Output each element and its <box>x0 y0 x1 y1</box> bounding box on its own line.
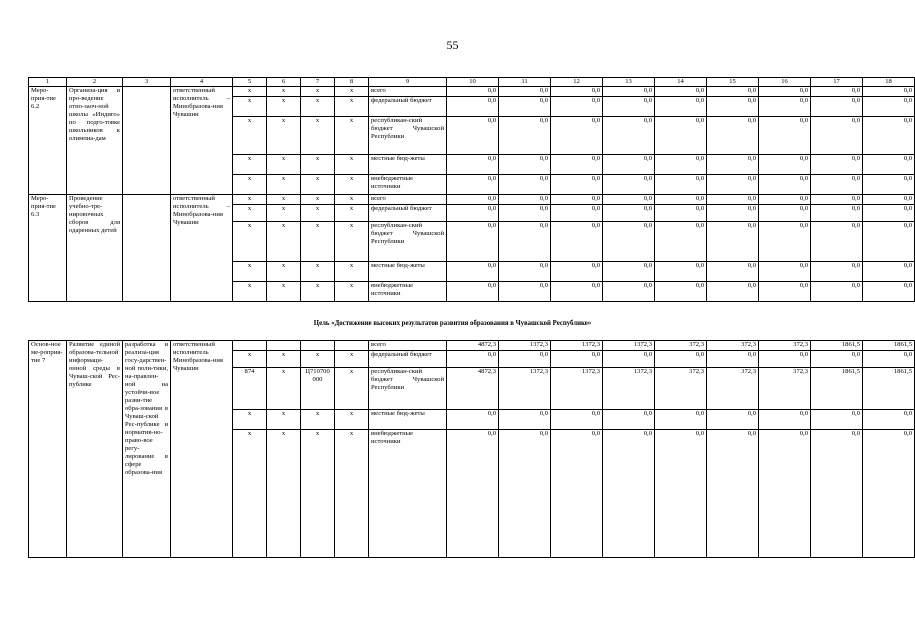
amount-cell: 0,0 <box>499 205 551 222</box>
amount-cell: 0,0 <box>499 195 551 205</box>
budget-code-cell: x <box>301 195 335 205</box>
amount-cell: 0,0 <box>447 430 499 558</box>
executor-cell: ответственный исполнитель – Минобразова-ния Чувашии <box>171 87 233 195</box>
budget-code-cell: x <box>267 282 301 302</box>
amount-cell: 0,0 <box>551 87 603 97</box>
amount-cell: 0,0 <box>707 117 759 155</box>
amount-cell: 0,0 <box>655 155 707 175</box>
amount-cell: 0,0 <box>811 262 863 282</box>
header-cell: 13 <box>603 78 655 87</box>
amount-cell: 0,0 <box>811 97 863 117</box>
budget-code-cell <box>233 341 267 351</box>
amount-cell: 0,0 <box>811 195 863 205</box>
header-cell: 6 <box>267 78 301 87</box>
amount-cell: 0,0 <box>499 262 551 282</box>
amount-cell: 0,0 <box>603 430 655 558</box>
amount-cell: 0,0 <box>707 410 759 430</box>
amount-cell: 1372,3 <box>499 368 551 410</box>
amount-cell: 0,0 <box>863 351 915 368</box>
amount-cell: 372,3 <box>707 368 759 410</box>
event-goal-cell: разработка и реализа-ция госу-дарствен-ной поли-тики, на-правлен-ной на устойчи-вое разви-тие обра-зования в Чуваш-ской Рес-публике и норматив-но-право-вое регу-лирование в сфере образова-ния <box>123 341 171 558</box>
amount-cell: 0,0 <box>447 205 499 222</box>
amount-cell: 4872,3 <box>447 341 499 351</box>
funding-source-cell: федеральный бюджет <box>369 205 447 222</box>
budget-code-cell: x <box>233 351 267 368</box>
budget-code-cell: x <box>335 430 369 558</box>
budget-code-cell: x <box>301 175 335 195</box>
event-code-cell: Основ-ное ме-роприя-тие 7 <box>29 341 67 558</box>
amount-cell: 0,0 <box>863 87 915 97</box>
amount-cell: 0,0 <box>863 205 915 222</box>
amount-cell: 372,3 <box>707 341 759 351</box>
amount-cell: 0,0 <box>603 410 655 430</box>
budget-code-cell: x <box>233 222 267 262</box>
budget-code-cell: x <box>267 262 301 282</box>
amount-cell: 0,0 <box>603 117 655 155</box>
amount-cell: 0,0 <box>655 430 707 558</box>
budget-code-cell: x <box>301 97 335 117</box>
amount-cell: 0,0 <box>551 282 603 302</box>
budget-code-cell <box>301 341 335 351</box>
funding-source-cell: всего <box>369 87 447 97</box>
amount-cell: 0,0 <box>603 87 655 97</box>
amount-cell: 0,0 <box>655 262 707 282</box>
funding-source-cell: федеральный бюджет <box>369 351 447 368</box>
amount-cell: 0,0 <box>759 262 811 282</box>
amount-cell: 0,0 <box>655 410 707 430</box>
amount-cell: 0,0 <box>551 155 603 175</box>
amount-cell: 0,0 <box>811 222 863 262</box>
funding-source-cell: республикан-ский бюджет Чувашской Республики <box>369 117 447 155</box>
header-cell: 5 <box>233 78 267 87</box>
funding-source-cell: местные бюд-жеты <box>369 155 447 175</box>
amount-cell: 0,0 <box>551 117 603 155</box>
amount-cell: 1861,5 <box>863 368 915 410</box>
budget-code-cell: x <box>267 351 301 368</box>
amount-cell: 0,0 <box>499 87 551 97</box>
amount-cell: 0,0 <box>499 175 551 195</box>
budget-code-cell: x <box>335 282 369 302</box>
event-name-cell: Организа-ция и про-ведение отно-заоч-ной школы «Индиго» по подго-товке школьников к олимпиа-дам <box>67 87 123 195</box>
amount-cell: 0,0 <box>707 175 759 195</box>
amount-cell: 0,0 <box>603 262 655 282</box>
budget-code-cell: x <box>267 195 301 205</box>
amount-cell: 0,0 <box>447 87 499 97</box>
header-cell: 15 <box>707 78 759 87</box>
amount-cell: 0,0 <box>603 205 655 222</box>
amount-cell: 1372,3 <box>603 341 655 351</box>
budget-code-cell: x <box>335 205 369 222</box>
budget-code-cell: x <box>233 430 267 558</box>
header-cell: 2 <box>67 78 123 87</box>
amount-cell: 0,0 <box>759 430 811 558</box>
amount-cell: 0,0 <box>447 222 499 262</box>
amount-cell: 0,0 <box>707 87 759 97</box>
amount-cell: 0,0 <box>863 262 915 282</box>
budget-code-cell: x <box>335 410 369 430</box>
budget-code-cell: x <box>335 155 369 175</box>
budget-code-cell: x <box>335 351 369 368</box>
amount-cell: 0,0 <box>655 205 707 222</box>
amount-cell: 0,0 <box>655 222 707 262</box>
budget-code-cell: x <box>233 282 267 302</box>
amount-cell: 0,0 <box>707 222 759 262</box>
amount-cell: 4872,3 <box>447 368 499 410</box>
amount-cell: 0,0 <box>603 155 655 175</box>
table-row <box>29 195 915 205</box>
budget-code-cell: x <box>301 205 335 222</box>
funding-source-cell: всего <box>369 341 447 351</box>
budget-code-cell: x <box>335 97 369 117</box>
budget-code-cell: x <box>267 205 301 222</box>
budget-code-cell: x <box>233 262 267 282</box>
budget-code-cell: x <box>335 87 369 97</box>
budget-table-bottom <box>28 340 915 558</box>
amount-cell: 0,0 <box>447 351 499 368</box>
amount-cell: 0,0 <box>707 205 759 222</box>
event-goal-cell <box>123 87 171 195</box>
budget-code-cell: x <box>267 410 301 430</box>
amount-cell: 0,0 <box>707 262 759 282</box>
budget-code-cell: x <box>233 87 267 97</box>
amount-cell: 0,0 <box>759 97 811 117</box>
amount-cell: 0,0 <box>499 117 551 155</box>
amount-cell: 1372,3 <box>499 341 551 351</box>
amount-cell: 0,0 <box>603 351 655 368</box>
budget-code-cell: x <box>233 97 267 117</box>
amount-cell: 0,0 <box>551 410 603 430</box>
amount-cell: 372,3 <box>655 368 707 410</box>
amount-cell: 1372,3 <box>551 368 603 410</box>
amount-cell: 0,0 <box>811 205 863 222</box>
header-cell: 9 <box>369 78 447 87</box>
amount-cell: 0,0 <box>603 282 655 302</box>
amount-cell: 0,0 <box>655 175 707 195</box>
amount-cell: 0,0 <box>811 430 863 558</box>
amount-cell: 0,0 <box>655 97 707 117</box>
budget-code-cell: x <box>301 430 335 558</box>
amount-cell: 0,0 <box>447 195 499 205</box>
amount-cell: 0,0 <box>499 155 551 175</box>
amount-cell: 0,0 <box>655 87 707 97</box>
budget-code-cell: x <box>301 155 335 175</box>
amount-cell: 0,0 <box>551 97 603 117</box>
amount-cell: 0,0 <box>759 87 811 97</box>
amount-cell: 0,0 <box>863 282 915 302</box>
page-number: 55 <box>446 38 459 52</box>
event-name-cell: Развитие единой образова-тельной информаци-онной среды в Чуваш-ской Рес-публике <box>67 341 123 558</box>
funding-source-cell: всего <box>369 195 447 205</box>
amount-cell: 0,0 <box>499 222 551 262</box>
executor-cell: ответственный исполнитель – Минобразова-ния Чувашии <box>171 195 233 302</box>
amount-cell: 0,0 <box>655 282 707 302</box>
header-cell: 17 <box>811 78 863 87</box>
budget-code-cell: x <box>335 262 369 282</box>
amount-cell: 0,0 <box>551 195 603 205</box>
header-cell: 8 <box>335 78 369 87</box>
amount-cell: 0,0 <box>551 175 603 195</box>
amount-cell: 0,0 <box>811 175 863 195</box>
amount-cell: 0,0 <box>551 222 603 262</box>
amount-cell: 0,0 <box>707 97 759 117</box>
funding-source-cell: республикан-ский бюджет Чувашской Республики <box>369 222 447 262</box>
budget-code-cell: x <box>267 430 301 558</box>
funding-source-cell: федеральный бюджет <box>369 97 447 117</box>
funding-source-cell: республикан-ский бюджет Чувашской Республики <box>369 368 447 410</box>
event-name-cell: Проведение учебно-тре-нировочных сборов для одаренных детей <box>67 195 123 302</box>
budget-code-cell: x <box>301 262 335 282</box>
amount-cell: 1372,3 <box>603 368 655 410</box>
budget-code-cell: 874 <box>233 368 267 410</box>
amount-cell: 0,0 <box>863 195 915 205</box>
amount-cell: 0,0 <box>811 410 863 430</box>
amount-cell: 0,0 <box>863 117 915 155</box>
amount-cell: 0,0 <box>655 117 707 155</box>
amount-cell: 0,0 <box>707 195 759 205</box>
header-cell: 16 <box>759 78 811 87</box>
amount-cell: 0,0 <box>759 155 811 175</box>
amount-cell: 0,0 <box>811 282 863 302</box>
amount-cell: 0,0 <box>447 282 499 302</box>
amount-cell: 0,0 <box>759 410 811 430</box>
amount-cell: 0,0 <box>811 351 863 368</box>
amount-cell: 0,0 <box>551 351 603 368</box>
budget-code-cell: x <box>335 175 369 195</box>
header-cell: 3 <box>123 78 171 87</box>
amount-cell: 0,0 <box>447 262 499 282</box>
header-cell: 18 <box>863 78 915 87</box>
budget-code-cell: x <box>233 117 267 155</box>
amount-cell: 0,0 <box>655 195 707 205</box>
amount-cell: 0,0 <box>551 205 603 222</box>
amount-cell: 0,0 <box>447 155 499 175</box>
budget-code-cell: x <box>301 410 335 430</box>
amount-cell: 0,0 <box>551 430 603 558</box>
event-code-cell: Меро-прия-тие 6.2 <box>29 87 67 195</box>
budget-code-cell: Ц710700 000 <box>301 368 335 410</box>
amount-cell: 0,0 <box>499 282 551 302</box>
event-goal-cell <box>123 195 171 302</box>
budget-code-cell: x <box>267 87 301 97</box>
header-cell: 12 <box>551 78 603 87</box>
amount-cell: 0,0 <box>499 430 551 558</box>
amount-cell: 1861,5 <box>863 341 915 351</box>
header-row <box>29 78 915 87</box>
amount-cell: 0,0 <box>759 117 811 155</box>
budget-code-cell: x <box>233 175 267 195</box>
executor-cell: ответственный исполнитель Минобразова-ния Чувашии <box>171 341 233 558</box>
amount-cell: 0,0 <box>603 175 655 195</box>
table-row <box>29 87 915 97</box>
amount-cell: 0,0 <box>811 87 863 97</box>
amount-cell: 0,0 <box>447 175 499 195</box>
amount-cell: 0,0 <box>759 351 811 368</box>
budget-code-cell: x <box>301 351 335 368</box>
amount-cell: 0,0 <box>863 175 915 195</box>
amount-cell: 0,0 <box>603 97 655 117</box>
amount-cell: 0,0 <box>447 117 499 155</box>
funding-source-cell: местные бюд-жеты <box>369 262 447 282</box>
amount-cell: 0,0 <box>603 195 655 205</box>
budget-code-cell: x <box>267 117 301 155</box>
amount-cell: 0,0 <box>759 175 811 195</box>
amount-cell: 0,0 <box>707 155 759 175</box>
budget-code-cell: x <box>267 97 301 117</box>
funding-source-cell: внебюджетные источники <box>369 282 447 302</box>
amount-cell: 1861,5 <box>811 341 863 351</box>
budget-code-cell: x <box>301 282 335 302</box>
budget-code-cell: x <box>233 205 267 222</box>
amount-cell: 0,0 <box>655 351 707 368</box>
event-code-cell: Меро-прия-тие 6.3 <box>29 195 67 302</box>
budget-code-cell: x <box>335 222 369 262</box>
amount-cell: 0,0 <box>811 117 863 155</box>
amount-cell: 0,0 <box>863 155 915 175</box>
budget-code-cell: x <box>267 368 301 410</box>
funding-source-cell: внебюджетные источники <box>369 430 447 558</box>
budget-code-cell: x <box>267 155 301 175</box>
amount-cell: 0,0 <box>447 410 499 430</box>
budget-code-cell <box>335 341 369 351</box>
amount-cell: 0,0 <box>603 222 655 262</box>
amount-cell: 0,0 <box>759 205 811 222</box>
header-cell: 11 <box>499 78 551 87</box>
budget-code-cell: x <box>335 117 369 155</box>
budget-code-cell: x <box>301 87 335 97</box>
amount-cell: 0,0 <box>707 430 759 558</box>
budget-code-cell: x <box>233 410 267 430</box>
amount-cell: 0,0 <box>759 282 811 302</box>
amount-cell: 0,0 <box>759 195 811 205</box>
amount-cell: 0,0 <box>863 97 915 117</box>
budget-code-cell: x <box>267 222 301 262</box>
goal-heading: Цель «Достижение высоких результатов развития образования в Чувашской Республике» <box>313 320 592 327</box>
amount-cell: 0,0 <box>863 430 915 558</box>
budget-code-cell <box>267 341 301 351</box>
amount-cell: 1861,5 <box>811 368 863 410</box>
amount-cell: 0,0 <box>551 262 603 282</box>
amount-cell: 0,0 <box>499 97 551 117</box>
budget-code-cell: x <box>233 155 267 175</box>
funding-source-cell: местные бюд-жеты <box>369 410 447 430</box>
budget-code-cell: x <box>267 175 301 195</box>
amount-cell: 0,0 <box>499 351 551 368</box>
amount-cell: 0,0 <box>863 222 915 262</box>
amount-cell: 0,0 <box>811 155 863 175</box>
budget-code-cell: x <box>233 195 267 205</box>
amount-cell: 0,0 <box>707 282 759 302</box>
amount-cell: 1372,3 <box>551 341 603 351</box>
header-cell: 4 <box>171 78 233 87</box>
budget-code-cell: x <box>301 222 335 262</box>
budget-table-top <box>28 77 915 302</box>
table-row <box>29 341 915 351</box>
amount-cell: 0,0 <box>759 222 811 262</box>
budget-code-cell: x <box>335 368 369 410</box>
budget-code-cell: x <box>301 117 335 155</box>
amount-cell: 372,3 <box>759 368 811 410</box>
amount-cell: 0,0 <box>447 97 499 117</box>
header-cell: 7 <box>301 78 335 87</box>
amount-cell: 0,0 <box>863 410 915 430</box>
amount-cell: 0,0 <box>707 351 759 368</box>
header-cell: 14 <box>655 78 707 87</box>
amount-cell: 372,3 <box>655 341 707 351</box>
amount-cell: 372,3 <box>759 341 811 351</box>
header-cell: 10 <box>447 78 499 87</box>
budget-code-cell: x <box>335 195 369 205</box>
header-cell: 1 <box>29 78 67 87</box>
amount-cell: 0,0 <box>499 410 551 430</box>
funding-source-cell: внебюджетные источники <box>369 175 447 195</box>
